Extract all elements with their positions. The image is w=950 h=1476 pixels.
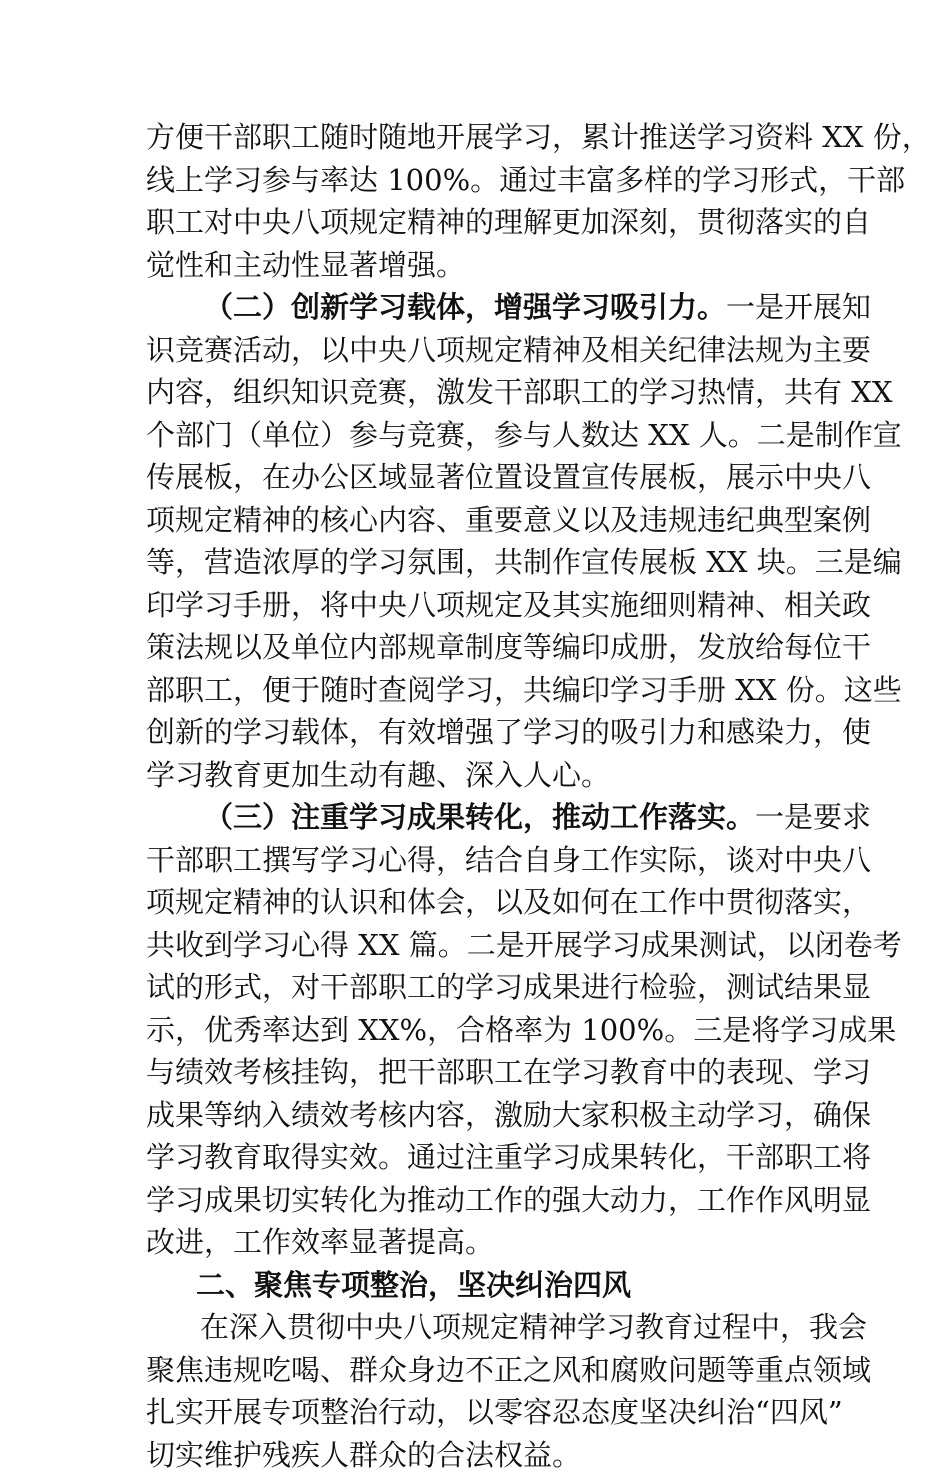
text-line: 个部门（单位）参与竞赛，参与人数达 XX 人。二是制作宣 xyxy=(146,414,902,457)
text-line: 等，营造浓厚的学习氛围，共制作宣传展板 XX 块。三是编 xyxy=(146,541,902,584)
text-line: 与绩效考核挂钩，把干部职工在学习教育中的表现、学习 xyxy=(146,1051,871,1094)
text-line: 聚焦违规吃喝、群众身边不正之风和腐败问题等重点领域 xyxy=(146,1349,871,1392)
text-line: 方便干部职工随时随地开展学习，累计推送学习资料 XX 份， xyxy=(146,116,931,159)
text-line: 扎实开展专项整治行动，以零容忍态度坚决纠治“四风” xyxy=(146,1391,843,1434)
text-line: 改进，工作效率显著提高。 xyxy=(146,1221,494,1264)
text-line: 识竞赛活动，以中央八项规定精神及相关纪律法规为主要 xyxy=(146,329,871,372)
text-line: 创新的学习载体，有效增强了学习的吸引力和感染力，使 xyxy=(146,711,871,754)
text-line: 学习教育取得实效。通过注重学习成果转化，干部职工将 xyxy=(146,1136,871,1179)
section-line xyxy=(204,286,871,329)
text-line: 成果等纳入绩效考核内容，激励大家积极主动学习，确保 xyxy=(146,1094,871,1137)
text-line: 觉性和主动性显著增强。 xyxy=(146,244,465,287)
text-line: 示，优秀率达到 XX%，合格率为 100%。三是将学习成果 xyxy=(146,1009,896,1052)
section-text: 一是开展知 xyxy=(726,290,871,324)
text-line: 传展板，在办公区域显著位置设置宣传展板，展示中央八 xyxy=(146,456,871,499)
text-line: 学习教育更加生动有趣、深入人心。 xyxy=(146,754,610,797)
text-line: 试的形式，对干部职工的学习成果进行检验，测试结果显 xyxy=(146,966,871,1009)
text-line: 印学习手册，将中央八项规定及其实施细则精神、相关政 xyxy=(146,584,871,627)
text-line: 项规定精神的核心内容、重要意义以及违规违纪典型案例 xyxy=(146,499,871,542)
text-line: 职工对中央八项规定精神的理解更加深刻，贯彻落实的自 xyxy=(146,201,871,244)
text-line: 在深入贯彻中央八项规定精神学习教育过程中，我会 xyxy=(200,1306,867,1349)
text-line: 学习成果切实转化为推动工作的强大动力，工作作风明显 xyxy=(146,1179,871,1222)
section-text: 一是要求 xyxy=(755,800,871,834)
text-line: 干部职工撰写学习心得，结合自身工作实际，谈对中央八 xyxy=(146,839,871,882)
text-line: 线上学习参与率达 100%。通过丰富多样的学习形式，干部 xyxy=(146,159,905,202)
text-line: 共收到学习心得 XX 篇。二是开展学习成果测试，以闭卷考 xyxy=(146,924,902,967)
text-line: 内容，组织知识竞赛，激发干部职工的学习热情，共有 XX xyxy=(146,371,893,414)
text-line: 策法规以及单位内部规章制度等编印成册，发放给每位干 xyxy=(146,626,871,669)
text-line: 切实维护残疾人群众的合法权益。 xyxy=(146,1434,581,1476)
section-heading: （三）注重学习成果转化，推动工作落实。 xyxy=(204,800,755,834)
text-line: 项规定精神的认识和体会，以及如何在工作中贯彻落实， xyxy=(146,881,871,924)
section-heading: （二）创新学习载体，增强学习吸引力。 xyxy=(204,290,726,324)
part-heading: 二、聚焦专项整治，坚决纠治四风 xyxy=(196,1264,631,1307)
section-line xyxy=(204,796,871,839)
text-line: 部职工，便于随时查阅学习，共编印学习手册 XX 份。这些 xyxy=(146,669,902,712)
